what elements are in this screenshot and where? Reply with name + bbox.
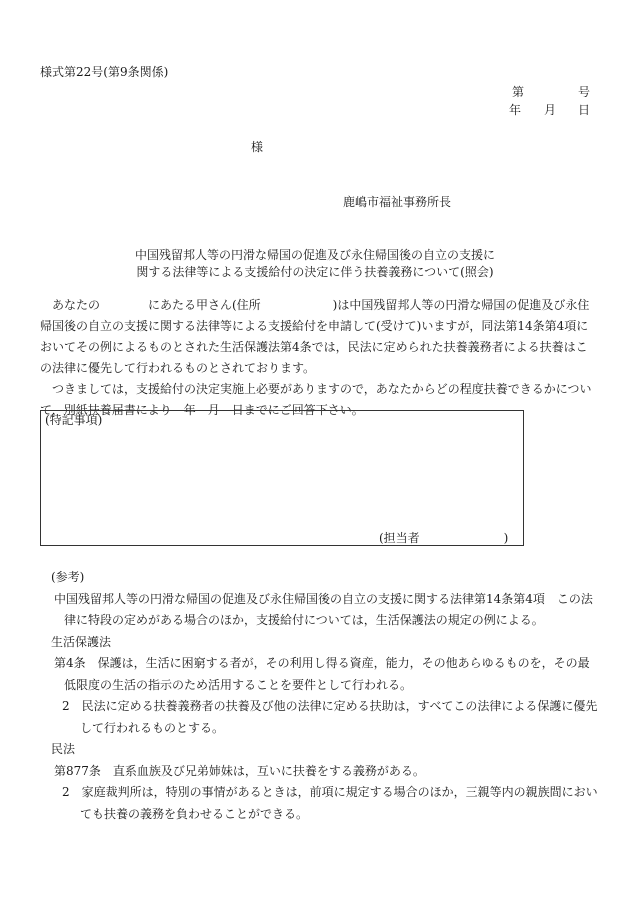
sender-name: 鹿嶋市福祉事務所長 [343, 195, 452, 209]
reference-law-1-text: 中国残留邦人等の円滑な帰国の促進及び永住帰国後の自立の支援に関する法律第14条第4項 この法律に特段の定めがある場合のほか，支援給付については，生活保護法の規定の例による。 [54, 591, 593, 627]
reference-section [40, 567, 600, 825]
reference-law-2-article-4-para-2: 2 民法に定める扶養義務者の扶養及び他の法律に定める扶助は，すべてこの法律による保護に優先して行われるものとする。 [62, 699, 598, 735]
remarks-box [40, 410, 524, 546]
title-line-2: 関する法律等による支援給付の決定に伴う扶養義務について(照会) [136, 265, 494, 279]
addressee-suffix: 様 [251, 140, 264, 154]
title-line-1: 中国残留邦人等の円滑な帰国の促進及び永住帰国後の自立の支援に [134, 248, 495, 262]
document-title [0, 247, 630, 281]
form-number-label: 様式第22号(第9条関係) [40, 65, 169, 79]
contact-person-field: (担当者 ) [379, 531, 509, 545]
reference-law-3-name: 民法 [51, 742, 76, 756]
date-month-label: 月 [544, 103, 557, 117]
body-text [40, 295, 592, 421]
body-paragraph-2: つきましては，支援給付の決定実施上必要がありますので，あなたからどの程度扶養できるかについて，別紙扶養届書により 年 月 日までにご回答下さい。 [40, 382, 592, 417]
reference-law-2-article-4: 第4条 保護は，生活に困窮する者が，その利用し得る資産，能力，その他あらゆるものを，その最低限度の生活の指示のため活用することを要件として行われる。 [54, 656, 590, 692]
reference-law-3-article-877: 第877条 直系血族及び兄弟姉妹は，互いに扶養をする義務がある。 [54, 763, 425, 778]
document-number-suffix: 号 [578, 85, 591, 99]
document-number-prefix: 第 [512, 85, 525, 99]
date-year-label: 年 [509, 103, 522, 117]
body-paragraph-1: あなたの にあたる甲さん(住所 )は中国残留邦人等の円滑な帰国の促進及び永住帰国後の自立の支援に関する法律等による支援給付を申請して(受けて)いますが，同法第14条第4項においてその例によるものとされた生活保護法第4条では，民法に定められた扶養義務者による扶養はこの法律に優先して行われるものとされております。 [40, 298, 590, 375]
reference-heading: (参考) [51, 570, 85, 584]
remarks-label: (特記事項) [45, 413, 103, 427]
reference-law-3-article-877-para-2: 2 家庭裁判所は，特別の事情があるときは，前項に規定する場合のほか，三親等内の親族間においても扶養の義務を負わせることができる。 [62, 785, 598, 821]
reference-law-2-name: 生活保護法 [51, 634, 112, 649]
date-day-label: 日 [578, 103, 591, 117]
